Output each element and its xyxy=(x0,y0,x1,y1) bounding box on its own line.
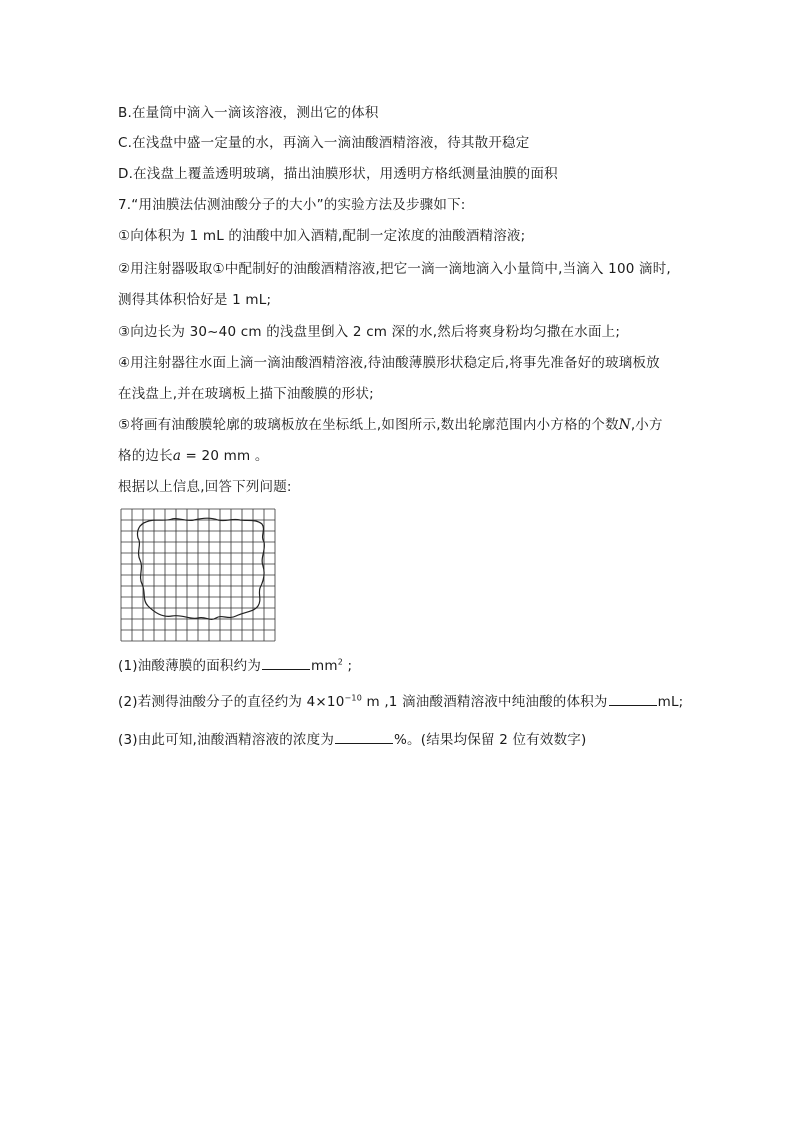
step-5-edge-value: = 20 mm 。 xyxy=(181,448,269,464)
oil-film-outline xyxy=(137,518,264,619)
step-5-edge-text: 格的边长 xyxy=(118,448,173,464)
step-5-text-end: ,小方 xyxy=(630,417,663,433)
step-3: ③向边长为 30~40 cm 的浅盘里倒入 2 cm 深的水,然后将爽身粉均匀撒在水面上; xyxy=(118,324,621,340)
step-2-line-2: 测得其体积恰好是 1 mL; xyxy=(118,292,272,308)
option-c: C.在浅盘中盛一定量的水，再滴入一滴油酸酒精溶液，待其散开稳定 xyxy=(118,135,530,151)
step-5-line-1 xyxy=(118,416,663,434)
step-5-text: ⑤将画有油酸膜轮廓的玻璃板放在坐标纸上,如图所示,数出轮廓范围内小方格的个数 xyxy=(118,417,619,433)
variable-n: N xyxy=(618,417,631,433)
step-4-line-2: 在浅盘上,并在玻璃板上描下油酸膜的形状; xyxy=(118,386,374,402)
oil-film-figure xyxy=(120,508,276,642)
sub-question-3-text: (3)由此可知,油酸酒精溶液的浓度为 xyxy=(118,732,335,748)
option-b: B.在量筒中滴入一滴该溶液，测出它的体积 xyxy=(118,105,379,121)
area-unit-exponent: 2 xyxy=(337,657,344,667)
grid-paper xyxy=(120,508,276,642)
sub-question-3 xyxy=(118,729,586,749)
sub-question-1-end: ; xyxy=(343,658,353,674)
step-5-line-2 xyxy=(118,447,269,465)
answer-blank-2[interactable] xyxy=(609,691,657,706)
diameter-exponent: −10 xyxy=(344,693,362,703)
answer-blank-1[interactable] xyxy=(262,655,310,670)
step-1: ①向体积为 1 mL 的油酸中加入酒精,配制一定浓度的油酸酒精溶液; xyxy=(118,228,526,244)
step-2-line-1: ②用注射器吸取①中配制好的油酸酒精溶液,把它一滴一滴地滴入小量筒中,当滴入 100 滴时, xyxy=(118,261,671,277)
sub-question-3-end: %。(结果均保留 2 位有效数字) xyxy=(394,732,587,748)
sub-question-1-text: (1)油酸薄膜的面积约为 xyxy=(118,658,262,674)
option-d: D.在浅盘上覆盖透明玻璃，描出油膜形状，用透明方格纸测量油膜的面积 xyxy=(118,166,558,182)
sub-question-2-text: (2)若测得油酸分子的直径约为 4×10 xyxy=(118,694,345,710)
question-7-title: 7.“用油膜法估测油酸分子的大小”的实验方法及步骤如下: xyxy=(118,197,466,213)
answer-prompt: 根据以上信息,回答下列问题: xyxy=(118,479,292,495)
sub-question-2-mid: m ,1 滴油酸酒精溶液中纯油酸的体积为 xyxy=(361,694,608,710)
area-unit: mm xyxy=(311,658,338,674)
sub-question-2 xyxy=(118,691,683,711)
step-4-line-1: ④用注射器往水面上滴一滴油酸酒精溶液,待油酸薄膜形状稳定后,将事先准备好的玻璃板放 xyxy=(118,355,660,371)
variable-a: a xyxy=(172,448,182,464)
sub-question-1 xyxy=(118,655,352,675)
answer-blank-3[interactable] xyxy=(335,729,393,744)
sub-question-2-end: mL; xyxy=(657,694,684,710)
